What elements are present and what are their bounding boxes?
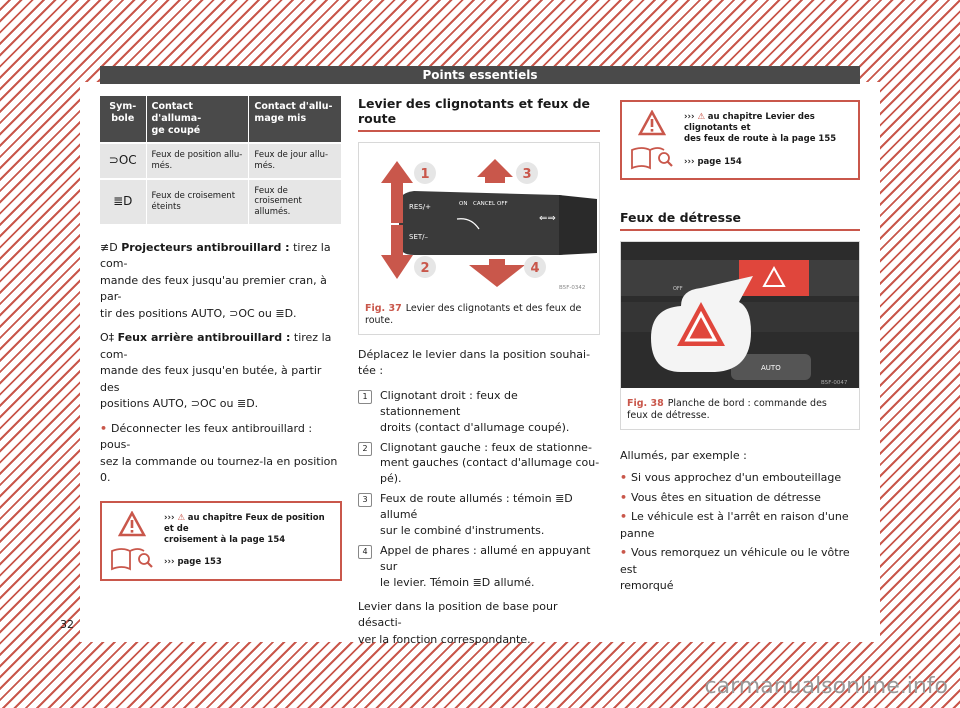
table-row: [100, 143, 342, 179]
warning-icons: [110, 511, 154, 571]
hazard-intro: Allumés, par exemple :: [620, 448, 747, 462]
page-link[interactable]: ››› page 154: [684, 156, 742, 167]
table-cell: Feux de position allu- més.: [146, 143, 249, 179]
table-cell: Feux de croisement éteints: [146, 179, 249, 224]
bullet-icon: •: [620, 490, 628, 504]
callout-1: 1: [420, 167, 430, 182]
rear-fog-paragraph: O‡ Feux arrière antibrouillard : tirez la com- mande des feux jusqu'en butée, à partir des positions AUTO, ⊃ОС ou ≣D.: [100, 331, 332, 410]
low-beam-icon: ≣D: [100, 179, 146, 224]
list-item: • Si vous approchez d'un embouteillage: [620, 471, 842, 485]
figure-code: B5F-0047: [821, 380, 848, 386]
warning-text: [164, 511, 332, 571]
fog-lights-paragraph: ≢D Projecteurs antibrouillard : tirez la com- mande des feux jusqu'au premier cran, à par- tir des positions AUTO, ⊃ОС ou ≣D.: [100, 240, 331, 320]
table-header: Sym- bole: [100, 96, 146, 143]
page-number: 32: [60, 618, 74, 631]
off-label: OFF: [673, 286, 683, 292]
table-header-row: [100, 96, 342, 143]
section-title: Levier des clignotants et feux de route: [358, 96, 600, 132]
lever-illustration: [359, 143, 599, 293]
figure-caption: Fig. 38 Planche de bord : commande des feux de détresse.: [627, 398, 827, 422]
column-right: [620, 96, 860, 595]
bullet-icon: •: [620, 546, 628, 560]
warning-icons: [630, 110, 674, 170]
symbol-table: [100, 96, 342, 224]
position-lights-icon: ⊃ОС: [100, 143, 146, 179]
bullet-icon: •: [100, 421, 108, 435]
figure-caption: Fig. 37 Levier des clignotants et des feux de route.: [365, 303, 582, 327]
bullet-icon: •: [620, 510, 628, 524]
section-title: Feux de détresse: [620, 210, 860, 231]
figure-lever: [358, 142, 600, 335]
list-item: 2 Clignotant gauche : feux de stationne- ment gauches (contact d'allumage cou- pé).: [358, 440, 600, 488]
figure-code: B5F-0342: [559, 285, 586, 291]
table-row: [100, 179, 342, 224]
table-cell: Feux de jour allu- més.: [249, 143, 342, 179]
hazard-illustration: [621, 242, 859, 388]
off-label: OFF: [497, 201, 508, 207]
warning-link[interactable]: ››› ⚠ au chapitre Levier des clignotants et des feux de route à la page 155: [684, 112, 837, 145]
list-item: 3 Feux de route allumés : témoin ≣D allumé sur le combiné d'instruments.: [358, 491, 600, 539]
auto-label: AUTO: [761, 364, 781, 372]
cancel-label: CANCEL: [473, 201, 496, 207]
fog-lights-icon: ≢D: [100, 240, 122, 254]
callout-2: 2: [420, 261, 430, 276]
warning-box: [100, 501, 342, 581]
disconnect-paragraph: • Déconnecter les feux antibrouillard : pous- sez la commande ou tournez-la en position 0.: [100, 421, 338, 484]
book-icon: [630, 146, 674, 170]
list-item: 1 Clignotant droit : feux de stationnement droits (contact d'allumage coupé).: [358, 388, 600, 436]
book-icon: [110, 547, 154, 571]
list-item: • Vous remorquez un véhicule ou le vôtre est remorqué: [620, 546, 850, 593]
table-cell: Feux de croisement allumés.: [249, 179, 342, 224]
lever-intro: Déplacez le levier dans la position souhai- tée :: [358, 347, 591, 378]
watermark: carmanualsonline.info: [704, 674, 948, 699]
callout-3: 3: [522, 167, 532, 182]
warning-triangle-icon: [638, 110, 666, 136]
figure-hazard: [620, 241, 860, 430]
warning-triangle-icon: [118, 511, 146, 537]
svg-text:⇐⇒: ⇐⇒: [539, 213, 556, 224]
warning-text: [684, 110, 850, 170]
column-middle: [358, 96, 600, 648]
list-item: • Vous êtes en situation de détresse: [620, 490, 821, 504]
table-header: Contact d'allu- mage mis: [249, 96, 342, 143]
lever-outro: Levier dans la position de base pour désacti- ver la fonction correspondante.: [358, 599, 558, 646]
bullet-icon: •: [620, 471, 628, 485]
page-header: Points essentiels: [100, 66, 860, 84]
rear-fog-icon: O‡: [100, 331, 118, 344]
table-header: Contact d'alluma- ge coupé: [146, 96, 249, 143]
lever-positions-list: [358, 388, 600, 591]
page-link[interactable]: ››› page 153: [164, 557, 222, 568]
warning-link[interactable]: ››› ⚠ au chapitre Feux de position et de croisement à la page 154: [164, 512, 325, 545]
list-item: 4 Appel de phares : allumé en appuyant sur le levier. Témoin ≣D allumé.: [358, 543, 600, 591]
list-item: • Le véhicule est à l'arrêt en raison d'une panne: [620, 510, 849, 540]
set-label: SET/–: [409, 233, 429, 241]
on-label: ON: [459, 201, 468, 207]
res-label: RES/+: [409, 203, 431, 211]
callout-4: 4: [530, 261, 540, 276]
column-left: [100, 96, 342, 581]
warning-box: [620, 100, 860, 180]
